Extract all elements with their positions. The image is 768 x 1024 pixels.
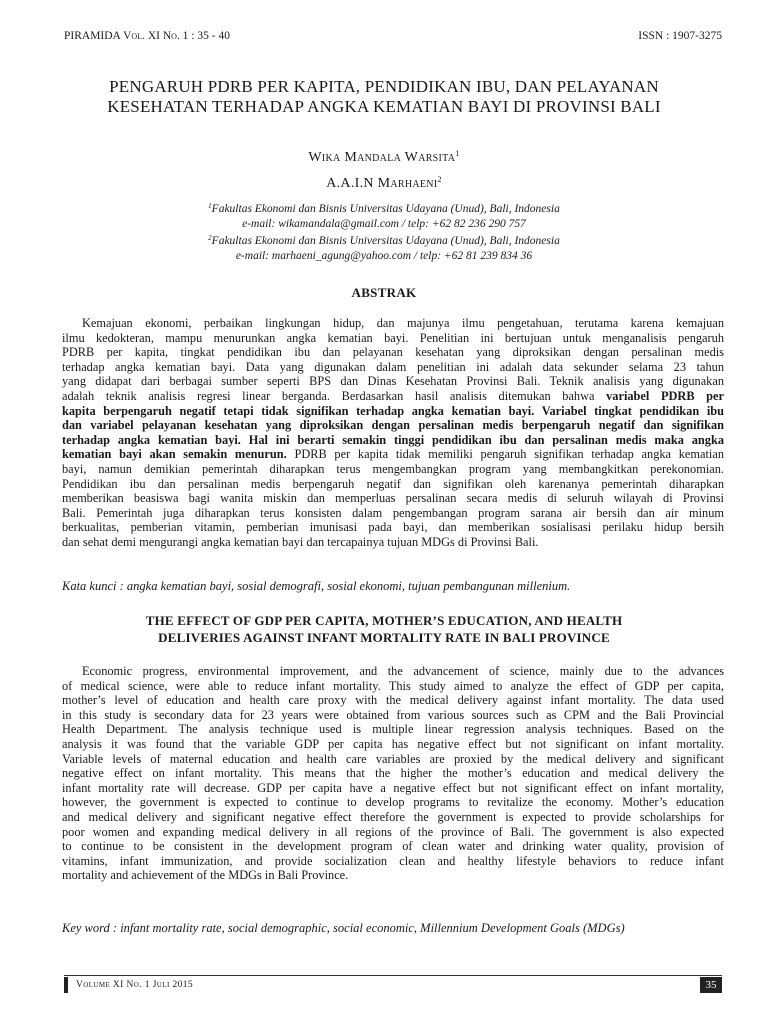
affiliation-2-contact [0,249,768,264]
abstract-line: in this study is secondary data for 23 years were obtained from various sources such as CPM and the Bali Provincial [62,707,724,722]
author-name: A.A.I.N Marhaeni [326,176,438,191]
keywords: Kata kunci : angka kematian bayi, sosial demografi, sosial ekonomi, tujuan pembangunan millenium. [62,579,571,593]
journal-volume: Vol. XI No. 1 : 35 - 40 [123,30,230,42]
abstract-line: to continue to be consistent in the development program of clean water and drinking water quality, provision of [62,839,724,854]
author-1 [0,149,768,166]
abstract-line: Economic progress, environmental improvement, and the advancement of science, mainly due to the advances [82,664,724,678]
abstract-line: berkualitas, pemberian vitamin, pemberian imunisasi pada bayi, dan memberikan sosialisasi perilaku hidup bersih [62,520,724,535]
journal-name: PIRAMIDA [64,30,121,42]
abstract-line: of medical science, were able to reduce infant mortality. This study aimed to analyze the effect of GDP per capita, [62,678,724,693]
abstract-line: Pendidikan ibu dan persalinan medis berpengaruh negatif dan signifikan oleh karenanya pemerintah diharapkan [62,476,724,491]
affiliation-text: Fakultas Ekonomi dan Bisnis Universitas Udayana (Unud), Bali, Indonesia [211,203,560,215]
running-header [64,30,722,42]
footer-rule [64,975,722,976]
author-sup: 1 [455,149,460,158]
abstract-line: Variable levels of maternal education and health care variables are proxied by the medical delivery and significant [62,751,724,766]
footer-volume: Volume XI No. 1 Juli 2015 [76,980,194,990]
abstract-line: mortality and achievement of the MDGs in Bali Province. [62,868,349,883]
author-name: Wika Mandala Warsita [308,150,456,165]
abstract-line: infant mortality rate will decrease. GDP per capita have a negative effect but not significant effect on infant mortality, [62,780,724,795]
abstract-line: and medical delivery and significant negative effect therefore the government is expected to provide scholarships for [62,809,724,824]
abstract-line: yang didapat dari berbagai sumber seperti BPS dan Dinas Kesehatan Provinsi Bali. Teknik analisis yang digunakan [62,374,724,389]
english-title-line: THE EFFECT OF GDP PER CAPITA, MOTHER’S EDUCATION, AND HEALTH [145,613,623,628]
footer-bar [64,977,68,993]
affiliation-1-contact [0,217,768,232]
affiliation-2 [0,231,768,249]
abstract-line: analysis it was found that the variable GDP per capita has negative effect but not significant on infant mortality. [62,736,724,751]
abstract-line: negative effect on infant mortality. This means that the higher the mother’s education and medical delivery the [62,766,724,781]
abstract-line: terhadap angka kematian bayi. Hal ini berarti semakin tinggi pendidikan ibu dan persalinan medis maka angka [62,432,724,447]
abstract-line: ilmu kedokteran, mampu menurunkan angka kematian bayi. Penelitian ini bertujuan untuk menganalisis pengaruh [62,330,724,345]
abstract-line: mother’s level of education and health care proxy with the medical delivery against infant mortality. The data used [62,693,724,708]
email-link[interactable]: wikamandala@gmail.com [278,217,399,230]
abstract-line: bayi, namun demikian pemerintah diharapkan terus mengembangkan program yang membangkitkan perekonomian. [62,461,724,476]
author-sup: 2 [437,175,442,184]
author-2 [0,175,768,192]
abstract-line: PDRB per kapita, tingkat pendidikan ibu dan pelayanan kesehatan yang diproksikan dengan persalinan medis [62,345,724,360]
abstract-line: memberikan beasiswa bagi wanita miskin dan memperluas persalinan secara medis di seluruh wilayah di Provinsi [62,491,724,506]
title-line: KESEHATAN TERHADAP ANGKA KEMATIAN BAYI DI PROVINSI BALI [107,97,661,116]
abstract-line: however, the government is expected to continue to develop programs to revitalize the economy. Mother’s education [62,795,724,810]
abstract-line: terhadap angka kematian bayi. Data yang digunakan dalam penelitian ini adalah data sekunder selama 23 tahun [62,359,724,374]
english-abstract-body [62,664,724,883]
email-label: e-mail: [235,249,270,262]
abstract-line: Kemajuan ekonomi, perbaikan lingkungan hidup, dan majunya ilmu pengetahuan, terutama karena kemajuan [82,316,724,330]
email-link[interactable]: marhaeni_agung@yahoo.com [271,249,412,262]
english-title-line: DELIVERIES AGAINST INFANT MORTALITY RATE IN BALI PROVINCE [158,630,610,645]
english-title [40,612,728,646]
affiliation-sup: 1 [208,202,212,210]
journal-citation [64,30,230,42]
affiliations [0,199,768,263]
phone-text: / telp: +62 82 236 290 757 [398,217,526,230]
abstract-line: Health Department. The analysis technique used is multiple linear regression analysis techniques. Based on the [62,722,724,737]
affiliation-text: Fakultas Ekonomi dan Bisnis Universitas Udayana (Unud), Bali, Indonesia [211,235,560,247]
abstract-line: dan sehat demi mengurangi angka kematian bayi dan tercapainya tujuan MDGs di Provinsi Bali. [62,534,539,549]
abstract-line: kematian bayi akan semakin menurun. PDRB per kapita tidak memiliki pengaruh signifikan terhadap angka kematian [62,447,724,462]
abstract-line: vitamins, infant immunization, and provide socialization clean and healthy lifestyle behaviors to reduce infant [62,853,724,868]
abstract-heading: ABSTRAK [351,285,417,300]
affiliation-1 [0,199,768,217]
english-keywords: Key word : infant mortality rate, social demographic, social economic, Millennium Development Goals (MDGs) [62,921,625,935]
abstract-body [62,316,724,550]
issn: ISSN : 1907-3275 [638,30,722,42]
abstract-line: kapita berpengaruh negatif tetapi tidak signifikan terhadap angka kematian bayi. Variabel tingkat pendidikan ibu [62,403,724,418]
email-label: e-mail: [242,217,276,230]
paper-title [60,77,708,117]
abstract-line: dan variabel pelayanan kesehatan yang diproksikan dengan persalinan medis berpengaruh negatif dan signifikan [62,418,724,433]
abstract-line: Bali. Pemerintah juga diharapkan terus konsisten dalam pengembangan program sarana air bersih dan air minum [62,505,724,520]
abstract-line: poor women and expanding medical delivery in all regions of the province of Bali. The government is also expected [62,824,724,839]
phone-text: / telp: +62 81 239 834 36 [411,249,533,262]
page-number: 35 [700,977,722,993]
abstract-line: adalah teknik analisis regresi linear berganda. Berdasarkan hasil analisis ditemukan bahwa variabel PDRB per [62,388,724,403]
title-line: PENGARUH PDRB PER KAPITA, PENDIDIKAN IBU, DAN PELAYANAN [109,77,659,96]
affiliation-sup: 2 [208,234,212,242]
